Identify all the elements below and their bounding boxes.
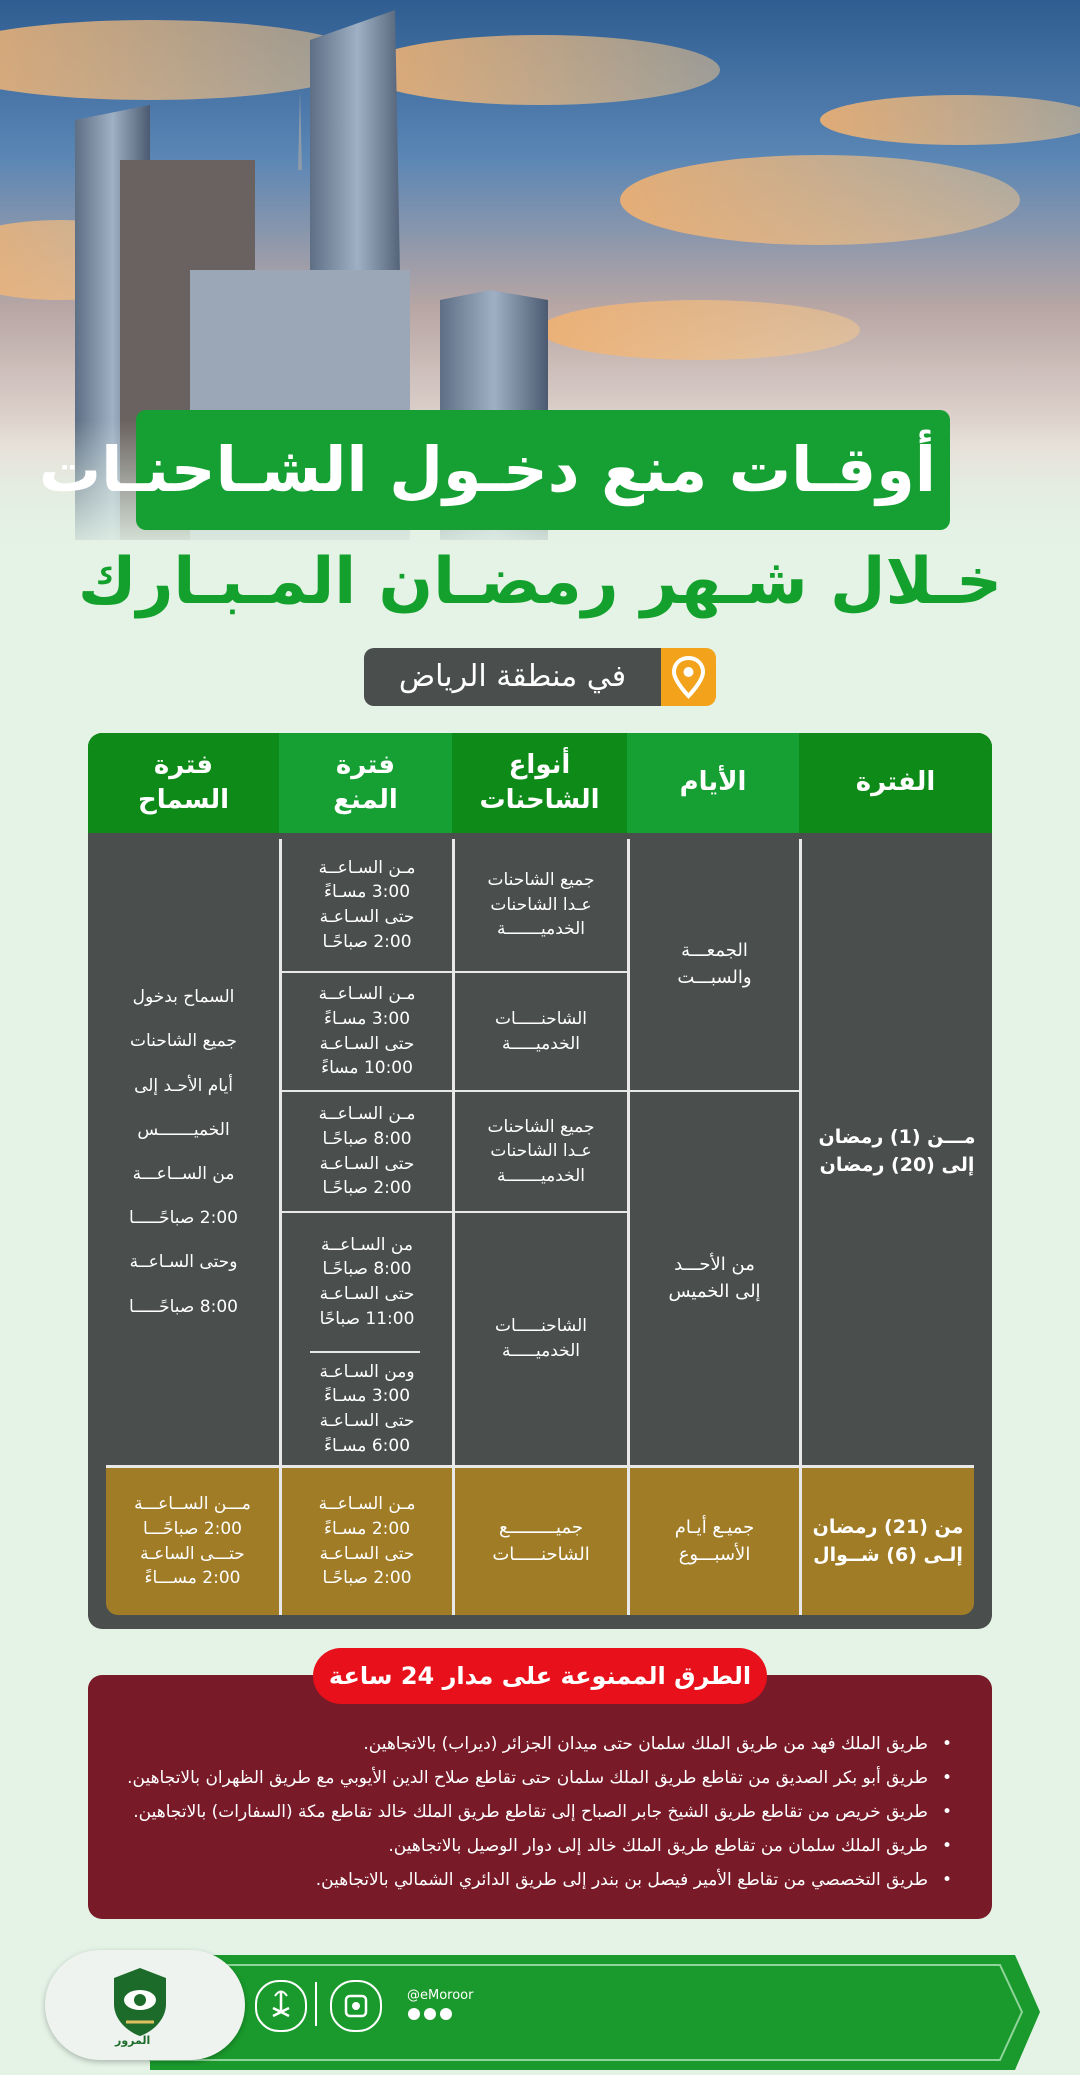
list-item: • طريق خريص من تقاطع طريق الشيخ جابر الصباح إلى تقاطع طريق الملك خالد تقاطع مكة (السفارات) بالاتجاهين.	[108, 1795, 952, 1829]
header-truck-types: أنواع الشاحنات	[479, 749, 600, 815]
x-icon[interactable]	[408, 2008, 420, 2020]
phase1-types-3: جميع الشاحنات عـدا الشاحنات الخدميـــــــة	[487, 1116, 595, 1186]
list-item: • طريق أبو بكر الصديق من تقاطع طريق الملك سلمان حتى تقاطع صلاح الدين الأيوبي مع طريق الظهران بالاتجاهين.	[108, 1761, 952, 1795]
page-subtitle: خـلال شـهر رمضـان المـبـارك	[77, 545, 1003, 619]
spire	[298, 90, 302, 170]
map-pin-icon	[661, 648, 716, 706]
interior-emblem-icon	[330, 1980, 382, 2032]
banned-roads-list	[88, 1675, 992, 1897]
phase1-types-2: الشاحنـــــات الخدميـــــة	[495, 1008, 587, 1054]
location-badge	[364, 648, 716, 706]
footer	[0, 1950, 1080, 2075]
roads-title: الطرق الممنوعة على مدار 24 ساعة	[313, 1648, 767, 1704]
cloud	[540, 300, 860, 360]
phase1-days-weekday: من الأحـــد إلى الخميس	[668, 1254, 761, 1302]
phase1-ban-4b: ومن السـاعـة 3:00 مسـاءً حتى السـاعـة 6:00 مسـاءً	[319, 1361, 415, 1456]
phase1-ban-4a: من السـاعــة 8:00 صباحًـا حتى السـاعـة 11:00 صباحًا	[319, 1234, 415, 1329]
social-handle: @eMoroor	[407, 1988, 474, 2003]
phase1-ban-1: مـن السـاعــة 3:00 مسـاءً حتى السـاعـة 2:00 صباحًـا	[318, 857, 416, 952]
cloud	[620, 155, 1020, 245]
phase2-ban: مـن السـاعــة 2:00 مسـاءً حتى السـاعـة 2:00 صباحًـا	[318, 1494, 416, 1589]
facebook-icon[interactable]	[424, 2008, 436, 2020]
traffic-logo-bubble	[45, 1950, 245, 2060]
phase2-allow: مـــن الســاعـــة 2:00 صباحًـــا حتـــى الساعـة 2:00 مســـاءً	[134, 1494, 251, 1589]
schedule-table	[88, 733, 992, 1629]
header-allow-period: فترة السماح	[137, 749, 230, 815]
phase1-allow: السماح بدخول جميع الشاحنات أيام الأحـد إلى الخميـــــــس من الســاعـــة 2:00 صباحًـــــا وحتى السـاعــة 8:00 صباحًـــــا	[129, 987, 238, 1317]
list-item: • طريق التخصصي من تقاطع الأمير فيصل بن بندر إلى طريق الدائري الشمالي بالاتجاهين.	[108, 1863, 952, 1897]
traffic-logo-label: المرور	[115, 2034, 151, 2047]
page-title: أوقـات منع دخـول الشـاحنـات	[136, 410, 950, 530]
phase2-types: جميـــــــــع الشاحنـــــات	[492, 1517, 590, 1565]
banned-roads-panel	[88, 1675, 992, 1919]
list-item: • طريق الملك فهد من طريق الملك سلمان حتى ميدان الجزائر (ديراب) بالاتجاهين.	[108, 1727, 952, 1761]
phase1-types-4: الشاحنـــــات الخدميـــــة	[495, 1316, 587, 1361]
youtube-icon[interactable]	[440, 2008, 452, 2020]
list-item: • طريق الملك سلمان من تقاطع طريق الملك خالد إلى دوار الوصيل بالاتجاهين.	[108, 1829, 952, 1863]
saudi-emblem-icon	[255, 1980, 307, 2032]
social-icons	[408, 2008, 452, 2022]
phase2-days: جميـع أيـام الأسبـــوع	[674, 1517, 755, 1565]
cloud	[820, 95, 1080, 145]
phase1-ban-2: مـن السـاعــة 3:00 مسـاءً حتى السـاعـة 10:00 مساءً	[318, 984, 416, 1079]
phase1-types-1: جميع الشاحنات عـدا الشاحنات الخدميـــــــة	[487, 870, 595, 940]
phase2-period: من (21) رمضان إلـى (6) شــوال	[812, 1515, 964, 1566]
cloud	[360, 35, 720, 105]
traffic-logo-icon	[100, 1962, 180, 2042]
phase1-ban-3: مـن السـاعــة 8:00 صباحًـا حتى السـاعـة 2:00 صباحًـا	[318, 1104, 416, 1199]
header-days: الأيام	[679, 767, 747, 798]
footer-divider	[315, 1982, 317, 2026]
header-ban-period: فترة المنع	[333, 749, 398, 815]
location-label: في منطقة الرياض	[364, 648, 661, 706]
phase1-period: مـــن (1) رمضان إلى (20) رمضان	[818, 1126, 976, 1176]
header-period: الفترة	[855, 767, 936, 798]
phase1-days-weekend: الجمعـــة والسبـــت	[677, 940, 752, 988]
